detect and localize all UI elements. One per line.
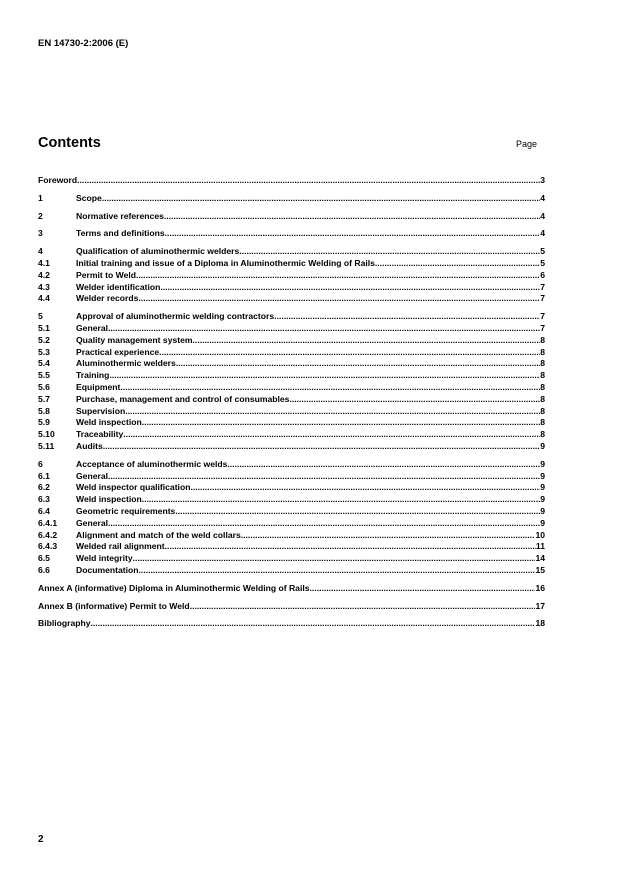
toc-entry-number: 6.4.3 xyxy=(38,541,58,552)
dot-leader xyxy=(108,323,540,335)
toc-entry-title: Alignment and match of the weld collars xyxy=(76,529,241,540)
toc-entry-number: 1 xyxy=(38,192,43,203)
dot-leader xyxy=(175,506,540,518)
dot-leader xyxy=(165,228,541,240)
toc-entry-title: Equipment xyxy=(76,381,121,392)
toc-entry-page: 9 xyxy=(540,505,545,516)
toc-entry[interactable] xyxy=(38,382,545,394)
toc-entry-page: 4 xyxy=(540,210,545,221)
toc-entry-title: Permit to Weld xyxy=(76,269,137,280)
toc-entry-title: Audits xyxy=(76,440,103,451)
toc-entry[interactable] xyxy=(38,323,545,335)
toc-entry-number: 5 xyxy=(38,311,43,322)
toc-entry-page: 5 xyxy=(540,246,545,257)
toc-entry-page: 16 xyxy=(535,582,545,593)
table-of-contents xyxy=(38,175,545,630)
dot-leader xyxy=(193,335,541,347)
dot-leader xyxy=(125,406,540,418)
toc-entry-number: 4.2 xyxy=(38,269,50,280)
toc-entry[interactable] xyxy=(38,601,545,613)
toc-entry-number: 5.3 xyxy=(38,346,50,357)
toc-entry[interactable] xyxy=(38,618,545,630)
toc-entry-number: 4.3 xyxy=(38,281,50,292)
dot-leader xyxy=(241,530,536,542)
toc-entry-page: 4 xyxy=(540,192,545,203)
toc-entry[interactable] xyxy=(38,441,545,453)
toc-entry[interactable] xyxy=(38,211,545,223)
dot-leader xyxy=(103,441,540,453)
toc-entry[interactable] xyxy=(38,541,545,553)
toc-entry-title: Weld inspection xyxy=(76,417,142,428)
toc-entry-page: 7 xyxy=(540,311,545,322)
toc-entry-number: 5.7 xyxy=(38,393,50,404)
toc-entry-number: 5.1 xyxy=(38,322,50,333)
toc-entry[interactable] xyxy=(38,506,545,518)
toc-entry[interactable] xyxy=(38,553,545,565)
dot-leader xyxy=(159,347,540,359)
toc-entry[interactable] xyxy=(38,494,545,506)
toc-entry-number: 5.9 xyxy=(38,417,50,428)
toc-entry[interactable] xyxy=(38,583,545,595)
toc-entry[interactable] xyxy=(38,417,545,429)
toc-entry[interactable] xyxy=(38,406,545,418)
toc-entry-title: Welded rail alignment xyxy=(76,541,165,552)
toc-entry-title: Geometric requirements xyxy=(76,505,176,516)
toc-entry[interactable] xyxy=(38,394,545,406)
toc-entry-title: Acceptance of aluminothermic welds xyxy=(76,458,228,469)
toc-entry[interactable] xyxy=(38,335,545,347)
document-id: EN 14730-2:2006 (E) xyxy=(38,38,129,49)
toc-entry-page: 17 xyxy=(535,600,545,611)
toc-entry[interactable] xyxy=(38,429,545,441)
toc-entry-title: General xyxy=(76,322,109,333)
toc-entry-title: Aluminothermic welders xyxy=(76,358,176,369)
toc-entry-number: 4.4 xyxy=(38,293,50,304)
toc-entry-number: 6.4.2 xyxy=(38,529,58,540)
toc-entry[interactable] xyxy=(38,193,545,205)
toc-entry-number: 5.5 xyxy=(38,370,50,381)
dot-leader xyxy=(165,541,536,553)
toc-entry-title: Welder identification xyxy=(76,281,161,292)
toc-entry-page: 8 xyxy=(540,346,545,357)
dot-leader xyxy=(138,293,540,305)
toc-entry-number: 5.8 xyxy=(38,405,50,416)
dot-leader xyxy=(133,553,536,565)
toc-entry-page: 5 xyxy=(540,257,545,268)
toc-entry-page: 9 xyxy=(540,458,545,469)
toc-entry[interactable] xyxy=(38,471,545,483)
toc-entry-page: 7 xyxy=(540,293,545,304)
toc-entry[interactable] xyxy=(38,228,545,240)
dot-leader xyxy=(102,193,540,205)
toc-entry[interactable] xyxy=(38,565,545,577)
dot-leader xyxy=(108,518,540,530)
dot-leader xyxy=(289,394,540,406)
toc-entry-page: 8 xyxy=(540,393,545,404)
toc-entry[interactable] xyxy=(38,459,545,471)
toc-entry-title: Traceability xyxy=(76,429,124,440)
toc-entry-title: Annex A (informative) Diploma in Aluminothermic Welding of Rails xyxy=(38,582,310,593)
dot-leader xyxy=(164,211,540,223)
toc-entry-page: 8 xyxy=(540,417,545,428)
toc-entry-title: Foreword xyxy=(38,175,78,185)
toc-entry-title: General xyxy=(76,517,109,528)
toc-entry-page: 3 xyxy=(540,175,545,185)
dot-leader xyxy=(120,382,540,394)
toc-entry-page: 9 xyxy=(540,494,545,505)
toc-entry-title: Welder records xyxy=(76,293,139,304)
toc-entry-page: 15 xyxy=(535,564,545,575)
toc-entry[interactable] xyxy=(38,482,545,494)
page-number: 2 xyxy=(38,834,44,845)
dot-leader xyxy=(123,429,540,441)
dot-leader xyxy=(136,270,540,282)
toc-entry-page: 8 xyxy=(540,358,545,369)
toc-entry[interactable] xyxy=(38,270,545,282)
dot-leader xyxy=(160,282,540,294)
dot-leader xyxy=(142,494,540,506)
toc-entry[interactable] xyxy=(38,282,545,294)
toc-entry[interactable] xyxy=(38,246,545,258)
toc-entry-page: 8 xyxy=(540,381,545,392)
toc-entry-page: 7 xyxy=(540,281,545,292)
toc-entry-title: Training xyxy=(76,370,110,381)
dot-leader xyxy=(190,601,536,613)
dot-leader xyxy=(274,311,540,323)
toc-entry-page: 11 xyxy=(535,541,545,552)
toc-entry-title: Documentation xyxy=(76,564,139,575)
toc-entry[interactable] xyxy=(38,293,545,305)
toc-entry-number: 4.1 xyxy=(38,257,50,268)
toc-entry[interactable] xyxy=(38,518,545,530)
toc-entry[interactable] xyxy=(38,311,545,323)
dot-leader xyxy=(239,246,540,258)
dot-leader xyxy=(227,459,540,471)
dot-leader xyxy=(310,583,536,595)
toc-entry-page: 8 xyxy=(540,370,545,381)
dot-leader xyxy=(142,417,540,429)
dot-leader xyxy=(375,258,540,270)
toc-entry-number: 6.2 xyxy=(38,482,50,493)
toc-entry-page: 9 xyxy=(540,470,545,481)
toc-entry-title: Weld inspector qualification xyxy=(76,482,191,493)
toc-entry-number: 5.4 xyxy=(38,358,50,369)
toc-entry-number: 5.6 xyxy=(38,381,50,392)
toc-entry-number: 6.4.1 xyxy=(38,517,58,528)
toc-entry-title: Approval of aluminothermic welding contractors xyxy=(76,311,275,322)
toc-entry-title: Supervision xyxy=(76,405,126,416)
toc-entry-page: 6 xyxy=(540,269,545,280)
toc-entry-title: Qualification of aluminothermic welders xyxy=(76,246,240,257)
toc-entry-number: 5.10 xyxy=(38,429,55,440)
toc-entry-page: 9 xyxy=(540,517,545,528)
toc-entry-number: 6.1 xyxy=(38,470,50,481)
dot-leader xyxy=(77,175,540,187)
toc-entry-page: 7 xyxy=(540,322,545,333)
toc-entry-title: Normative references xyxy=(76,210,164,221)
toc-entry[interactable] xyxy=(38,175,545,187)
toc-entry-title: Initial training and issue of a Diploma in Aluminothermic Welding of Rails xyxy=(76,257,375,268)
toc-entry-title: Weld integrity xyxy=(76,553,133,564)
toc-entry-number: 6.4 xyxy=(38,505,50,516)
toc-entry-page: 8 xyxy=(540,405,545,416)
toc-entry-page: 9 xyxy=(540,482,545,493)
toc-entry-number: 4 xyxy=(38,246,43,257)
toc-entry-number: 6.6 xyxy=(38,564,50,575)
toc-entry-page: 14 xyxy=(535,553,545,564)
toc-entry-page: 18 xyxy=(535,618,545,629)
dot-leader xyxy=(91,618,536,630)
dot-leader xyxy=(176,358,540,370)
toc-entry-title: Practical experience xyxy=(76,346,160,357)
toc-entry-number: 2 xyxy=(38,210,43,221)
dot-leader xyxy=(108,471,540,483)
toc-entry-number: 6.3 xyxy=(38,494,50,505)
toc-entry[interactable] xyxy=(38,370,545,382)
toc-entry-number: 5.2 xyxy=(38,334,50,345)
toc-entry-title: Quality management system xyxy=(76,334,193,345)
toc-entry-number: 3 xyxy=(38,228,43,239)
toc-entry[interactable] xyxy=(38,530,545,542)
toc-entry-page: 8 xyxy=(540,429,545,440)
page-column-label: Page xyxy=(516,139,538,149)
toc-entry-number: 6.5 xyxy=(38,553,50,564)
toc-entry-title: Weld inspection xyxy=(76,494,142,505)
dot-leader xyxy=(109,370,540,382)
toc-entry-page: 9 xyxy=(540,440,545,451)
dot-leader xyxy=(139,565,536,577)
dot-leader xyxy=(190,482,540,494)
toc-entry-title: Bibliography xyxy=(38,618,91,629)
toc-entry-number: 5.11 xyxy=(38,440,55,451)
toc-entry[interactable] xyxy=(38,347,545,359)
toc-entry-title: Purchase, management and control of consumables xyxy=(76,393,290,404)
toc-entry[interactable] xyxy=(38,258,545,270)
toc-entry-page: 4 xyxy=(540,228,545,239)
contents-title: Contents xyxy=(38,135,101,151)
toc-entry[interactable] xyxy=(38,358,545,370)
toc-entry-title: General xyxy=(76,470,109,481)
toc-entry-title: Annex B (informative) Permit to Weld xyxy=(38,600,190,611)
toc-entry-title: Scope xyxy=(76,192,102,203)
toc-entry-page: 8 xyxy=(540,334,545,345)
toc-entry-title: Terms and definitions xyxy=(76,228,165,239)
toc-entry-page: 10 xyxy=(535,529,545,540)
toc-entry-number: 6 xyxy=(38,458,43,469)
